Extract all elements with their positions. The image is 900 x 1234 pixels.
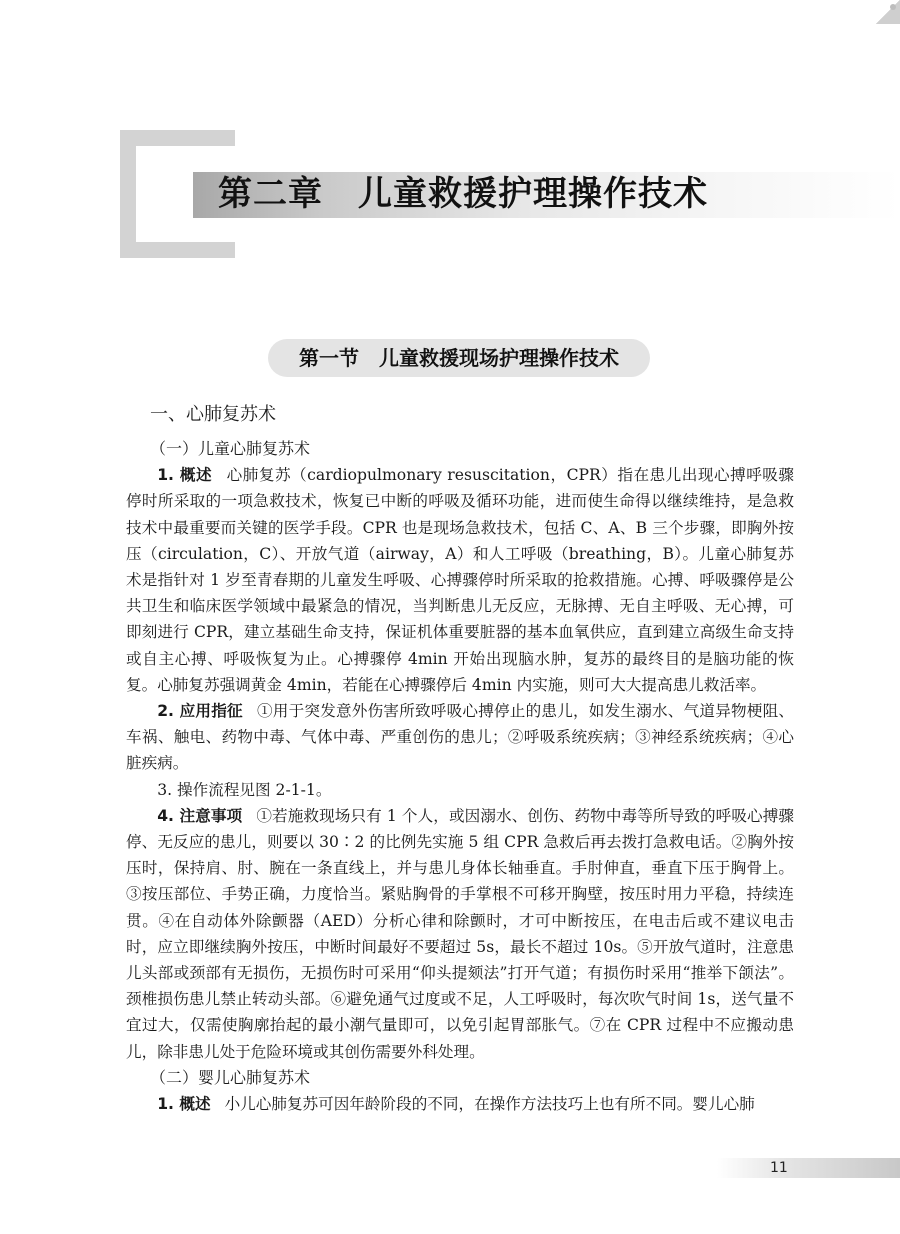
paragraph-infant-overview: [126, 1091, 794, 1117]
subheading-infant-cpr: （二）婴儿心肺复苏术: [150, 1067, 311, 1087]
heading-cpr: 一、心肺复苏术: [150, 404, 276, 425]
chapter-title: 第二章 儿童救援护理操作技术: [218, 174, 708, 214]
page-number: 11: [770, 1160, 788, 1176]
paragraph-text: 3. 操作流程见图 2-1-1。: [157, 780, 332, 799]
paragraph-text: 小儿心肺复苏可因年龄阶段的不同，在操作方法技巧上也有所不同。婴儿心肺: [224, 1095, 755, 1114]
paragraph-label: 4. 注意事项: [157, 806, 243, 825]
paragraph-label: 1. 概述: [157, 466, 213, 485]
section-title: 第一节 儿童救援现场护理操作技术: [299, 346, 619, 370]
footer-band: [717, 1158, 900, 1178]
paragraph-overview: [126, 462, 794, 698]
body-content: [126, 400, 794, 1117]
paragraph-indications: [126, 698, 794, 777]
page-corner-decoration: [876, 0, 900, 24]
paragraph-label: 1. 概述: [157, 1095, 211, 1114]
paragraph-procedure: [126, 777, 794, 803]
paragraph-precautions: [126, 803, 794, 1065]
paragraph-text: 心肺复苏（cardiopulmonary resuscitation，CPR）指在患儿出现心搏呼吸骤停时所采取的一项急救技术，恢复已中断的呼吸及循环功能，进而使生命得以继续维持，是急救技术中最重要而关键的医学手段。CPR 也是现场急救技术，包括 C、A、B 三个步骤，即胸外按压（circulation，C）、开放气道（airway，A）和人工呼吸（breathing，B）。儿童心肺复苏术是指针对 1 岁至青春期的儿童发生呼吸、心搏骤停时所采取的抢救措施。心搏、呼吸骤停是公共卫生和临床医学领域中最紧急的情况，当判断患儿无反应，无脉搏、无自主呼吸、无心搏，可即刻进行 CPR，建立基础生命支持，保证机体重要脏器的基本血氧供应，直到建立高级生命支持或自主心搏、呼吸恢复为止。心搏骤停 4min 开始出现脑水肿，复苏的最终目的是脑功能的恢复。心肺复苏强调黄金 4min，若能在心搏骤停后 4min 内实施，则可大大提高患儿救活率。: [126, 466, 794, 694]
paragraph-text: ①用于突发意外伤害所致呼吸心搏停止的患儿，如发生溺水、气道异物梗阻、车祸、触电、药物中毒、气体中毒、严重创伤的患儿；②呼吸系统疾病；③神经系统疾病；④心脏疾病。: [126, 702, 794, 773]
paragraph-text: ①若施救现场只有 1 个人，或因溺水、创伤、药物中毒等所导致的呼吸心搏骤停、无反应的患儿，则要以 30∶2 的比例先实施 5 组 CPR 急救后再去拨打急救电话。②胸外按压时，保持肩、肘、腕在一条直线上，并与患儿身体长轴垂直。手肘伸直，垂直下压于胸骨上。③按压部位、手势正确，力度恰当。紧贴胸骨的手掌根不可移开胸壁，按压时用力平稳，持续连贯。④在自动体外除颤器（AED）分析心律和除颤时，才可中断按压，在电击后或不建议电击时，应立即继续胸外按压，中断时间最好不要超过 5s，最长不超过 10s。⑤开放气道时，注意患儿头部或颈部有无损伤，无损伤时可采用“仰头提颏法”打开气道；有损伤时采用“推举下颌法”。颈椎损伤患儿禁止转动头部。⑥避免通气过度或不足，人工呼吸时，每次吹气时间 1s，送气量不宜过大，仅需使胸廓抬起的最小潮气量即可，以免引起胃部胀气。⑦在 CPR 过程中不应搬动患儿，除非患儿处于危险环境或其创伤需要外科处理。: [126, 806, 795, 1061]
paragraph-label: 2. 应用指征: [157, 702, 243, 721]
subheading-child-cpr: （一）儿童心肺复苏术: [150, 439, 311, 458]
